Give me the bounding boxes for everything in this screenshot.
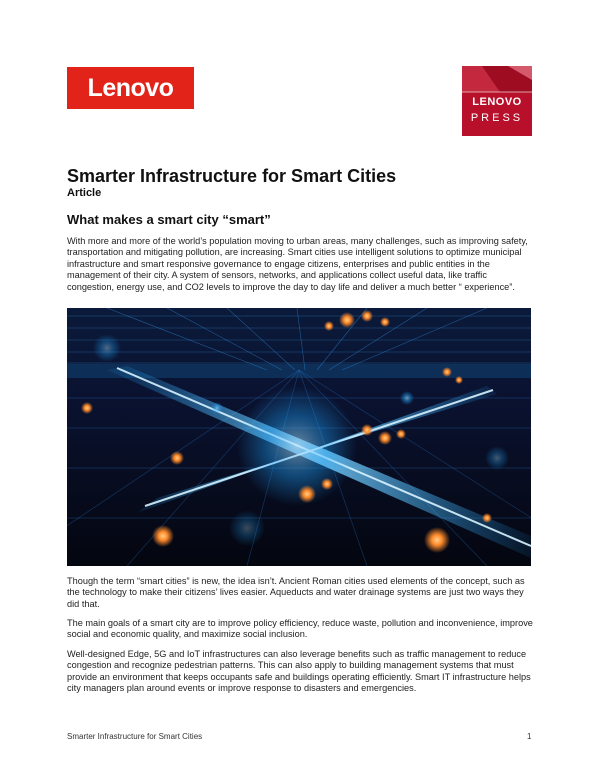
lenovo-press-logo bbox=[462, 66, 532, 136]
section-heading: What makes a smart city “smart” bbox=[67, 212, 271, 227]
paragraph-intro: With more and more of the world’s population moving to urban areas, many challenges, such as improving safety, transportation and mitigating pollution, are increasing. Smart cities use intelligent solutions to optimize municipal infrastructure and smart responsive governance to engage citizens, enterprises and public entities in the management of their city. A system of sensors, networks, and applications collect useful data, like traffic congestion, energy use, and CO2 levels to improve the day to day life and deliver a much better “ experience”. bbox=[67, 236, 528, 292]
lenovo-logo bbox=[67, 67, 194, 109]
press-logo-line1: LENOVO bbox=[472, 96, 522, 108]
footer-document-title: Smarter Infrastructure for Smart Cities bbox=[67, 732, 203, 741]
article-title: Smarter Infrastructure for Smart Cities bbox=[67, 166, 397, 186]
press-logo-line2: PRESS bbox=[470, 112, 524, 124]
smart-city-network-image bbox=[67, 308, 531, 566]
lenovo-logo-text: Lenovo bbox=[87, 73, 174, 102]
paragraph-history: Though the term “smart cities” is new, the idea isn’t. Ancient Roman cities used elements of the concept, such as the technology to make their citizens’ lives easier. Aqueducts and water drainage systems are just two ways they did that. bbox=[67, 576, 525, 609]
article-type-label: Article bbox=[67, 187, 102, 199]
footer-page-number: 1 bbox=[527, 732, 532, 741]
paragraph-goals: The main goals of a smart city are to improve policy efficiency, reduce waste, pollution and inconvenience, improve social and economic quality, and maximize social inclusion. bbox=[67, 618, 533, 640]
network-illustration bbox=[67, 308, 531, 566]
paragraph-infrastructure: Well-designed Edge, 5G and IoT infrastructures can also leverage benefits such as traffic management to reduce congestion and recognize pedestrian patterns. This can also apply to building management systems that must provide an environment that keeps occupants safe and buildings operating efficiently. Smart IT infrastructure helps city managers plan around events or improve response to disasters and emergencies. bbox=[67, 649, 531, 694]
